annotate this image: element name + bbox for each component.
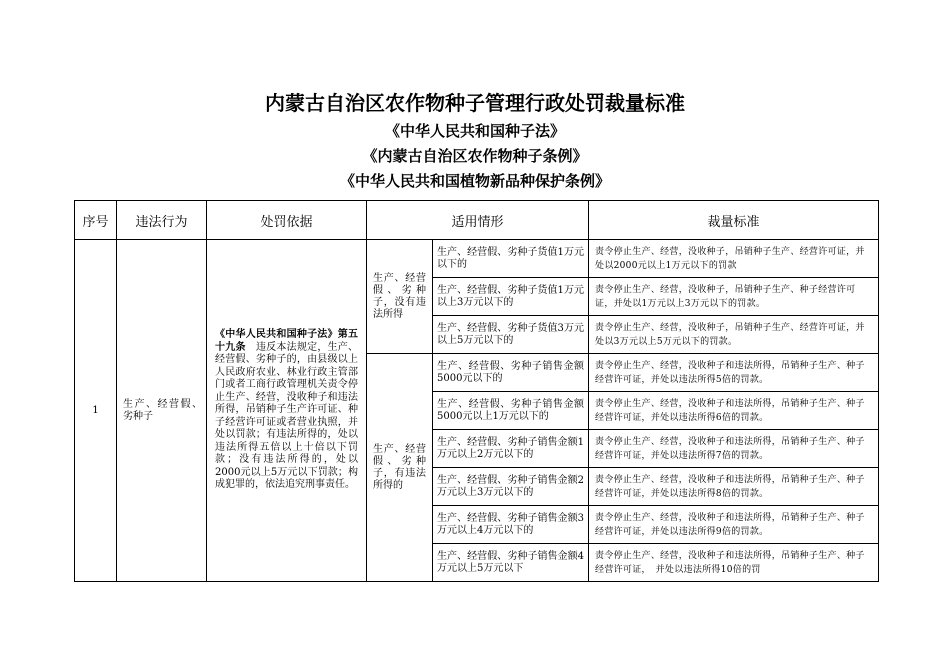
standard-cell: 责令停止生产、经营，没收种子，吊销种子生产、经营许可证，并处以2000元以上1万元以下的罚款 bbox=[589, 240, 879, 278]
basis-text: 违反本法规定，生产、经营假、劣种子的，由县级以上人民政府农业、林业行政主管部门或者工商行政管理机关责令停止生产、经营，没收种子和违法所得，吊销种子生产许可证、种子经营许可证或者营业执照，并处以罚款；有违法所得的，处以违法所得五倍以上十倍以下罚款；没有违法所得的，处以2000元以上5万元以下罚款；构成犯罪的，依法追究刑事责任。 bbox=[215, 341, 359, 491]
standard-cell: 责令停止生产、经营，没收种子和违法所得，吊销种子生产、种子经营许可证，并处以违法所得9倍的罚款。 bbox=[589, 506, 879, 544]
situation-cell: 生产、经营假、劣种子销售金额4万元以上5万元以下 bbox=[433, 544, 589, 582]
standard-cell: 责令停止生产、经营，没收种子和违法所得，吊销种子生产、种子经营许可证，并处以违法所得7倍的罚款。 bbox=[589, 430, 879, 468]
header-situation: 适用情形 bbox=[367, 201, 589, 240]
situation-cell: 生产、经营假、劣种子货值1万元以上3万元以下的 bbox=[433, 278, 589, 316]
situation-cell: 生产、经营假、劣种子销售金额3万元以上4万元以下的 bbox=[433, 506, 589, 544]
situation-cell: 生产、经营假、劣种子货值3万元以上5万元以下的 bbox=[433, 316, 589, 354]
row-number: 1 bbox=[75, 240, 117, 582]
subtitle-regional-seed-regulation: 《内蒙古自治区农作物种子条例》 bbox=[362, 147, 588, 165]
table-header-row bbox=[75, 201, 879, 240]
document-header bbox=[0, 90, 950, 191]
header-act: 违法行为 bbox=[117, 201, 207, 240]
subtitle-plant-variety-regulation: 《中华人民共和国植物新品种保护条例》 bbox=[339, 172, 610, 190]
penalty-basis bbox=[207, 240, 367, 582]
header-basis: 处罚依据 bbox=[207, 201, 367, 240]
situation-cell: 生产、经营假、劣种子销售金额1万元以上2万元以下的 bbox=[433, 430, 589, 468]
standard-cell: 责令停止生产、经营，没收种子和违法所得，吊销种子生产、种子经营许可证，并处以违法所得8倍的罚款。 bbox=[589, 468, 879, 506]
situation-cell: 生产、经营假、劣种子销售金额2万元以上3万元以下的 bbox=[433, 468, 589, 506]
table-row bbox=[75, 240, 879, 278]
violation-act: 生产、经营假、劣种子 bbox=[117, 240, 207, 582]
group-with-illegal-income: 生产、经营假、劣种子，有违法所得的 bbox=[367, 354, 433, 582]
penalty-table bbox=[74, 200, 879, 582]
document-title: 内蒙古自治区农作物种子管理行政处罚裁量标准 bbox=[265, 91, 685, 115]
standard-cell: 责令停止生产、经营，没收种子和违法所得，吊销种子生产、种子经营许可证，并处以违法所得6倍的罚款。 bbox=[589, 392, 879, 430]
header-no: 序号 bbox=[75, 201, 117, 240]
situation-cell: 生产、经营假、劣种子销售金额5000元以上1万元以下的 bbox=[433, 392, 589, 430]
standard-cell: 责令停止生产、经营，没收种子和违法所得，吊销种子生产、种子经营许可证，并处以违法所得5倍的罚款。 bbox=[589, 354, 879, 392]
group-no-illegal-income: 生产、经营假、劣种子，没有违法所得 bbox=[367, 240, 433, 354]
basis-title: 《中华人民共和国种子法》第五十九条 bbox=[215, 329, 358, 353]
situation-cell: 生产、经营假、劣种子货值1万元以下的 bbox=[433, 240, 589, 278]
subtitle-seed-law: 《中华人民共和国种子法》 bbox=[384, 122, 565, 140]
standard-cell: 责令停止生产、经营，没收种子，吊销种子生产、种子经营许可证，并处以1万元以上3万元以下的罚款。 bbox=[589, 278, 879, 316]
header-standard: 裁量标准 bbox=[589, 201, 879, 240]
standard-cell: 责令停止生产、经营，没收种子，吊销种子生产、经营许可证，并处以3万元以上5万元以下的罚款。 bbox=[589, 316, 879, 354]
standard-cell: 责令停止生产、经营，没收种子和违法所得，吊销种子生产、种子经营许可证， 并处以违法所得10倍的罚 bbox=[589, 544, 879, 582]
situation-cell: 生产、经营假、劣种子销售金额5000元以下的 bbox=[433, 354, 589, 392]
